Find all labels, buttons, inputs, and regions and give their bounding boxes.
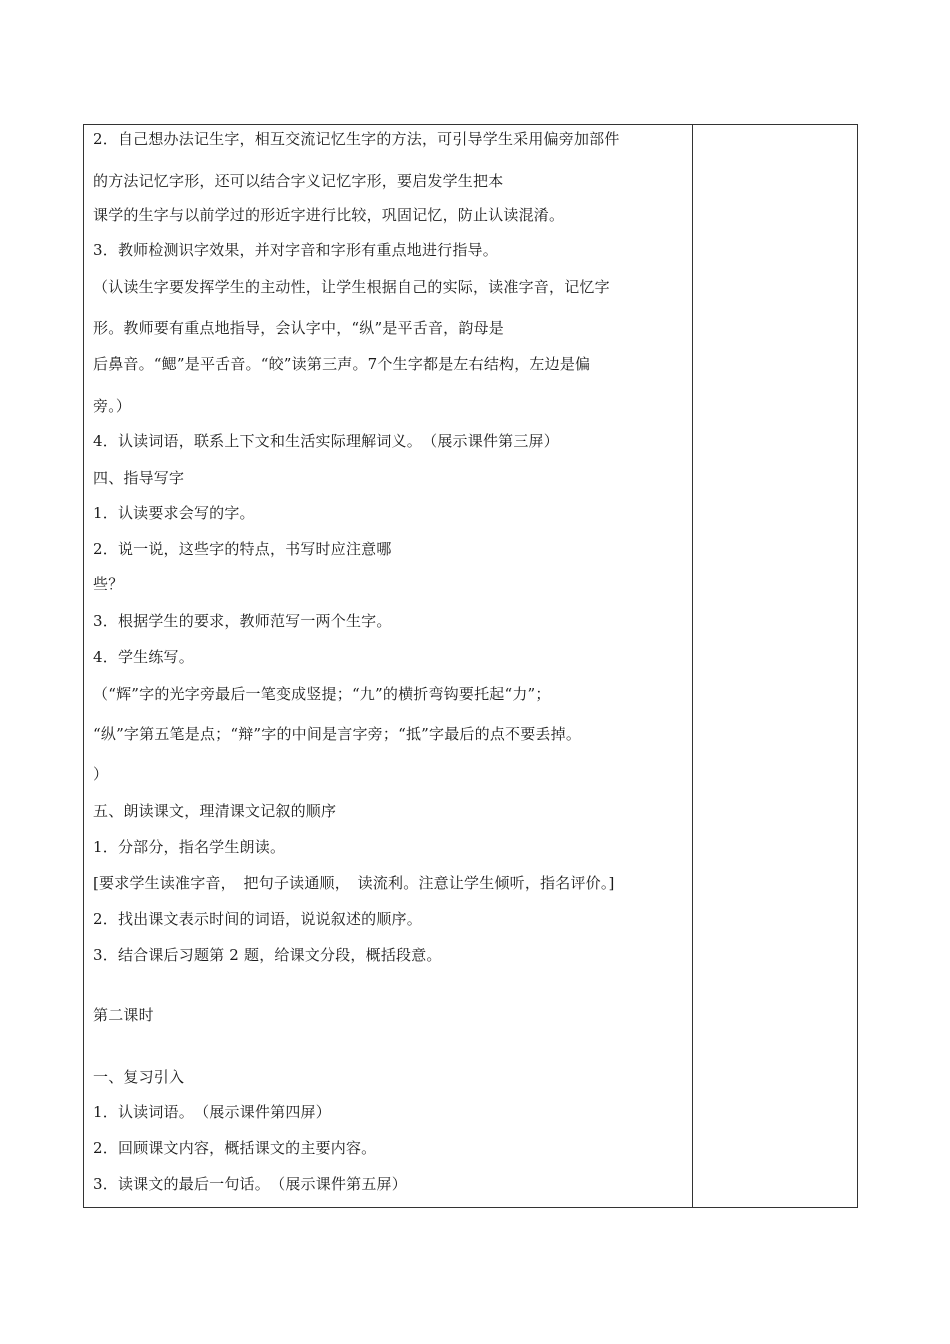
text-line: [要求学生读准字音， 把句子读通顺， 读流利。注意让学生倾听，指名评价。] xyxy=(93,874,615,892)
text-line: （“辉”字的光字旁最后一笔变成竖提；“九”的横折弯钩要托起“力”； xyxy=(93,685,551,703)
text-line: 2．说一说，这些字的特点，书写时应注意哪 xyxy=(93,540,392,558)
text-line: 形。教师要有重点地指导，会认字中，“纵”是平舌音，韵母是 xyxy=(93,319,504,337)
text-line: 3．根据学生的要求，教师范写一两个生字。 xyxy=(93,612,392,630)
text-line: 2．找出课文表示时间的词语，说说叙述的顺序。 xyxy=(93,910,422,928)
text-line: “纵”字第五笔是点；“辩”字的中间是言字旁；“抵”字最后的点不要丢掉。 xyxy=(93,725,582,743)
lesson-period-title: 第二课时 xyxy=(93,1006,154,1024)
section-heading: 一、复习引入 xyxy=(93,1068,185,1086)
text-line: 3．读课文的最后一句话。 （展示课件第五屏） xyxy=(93,1175,407,1193)
text-line: 后鼻音。“鳃”是平舌音。“皎”读第三声。7个生字都是左右结构，左边是偏 xyxy=(93,355,591,373)
text-line: 课学的生字与以前学过的形近字进行比较，巩固记忆，防止认读混淆。 xyxy=(93,206,565,224)
lesson-plan-table xyxy=(83,124,858,1208)
text-line: 3．结合课后习题第 2 题，给课文分段，概括段意。 xyxy=(93,946,442,964)
text-line: 4．学生练写。 xyxy=(93,648,194,666)
text-line: 1．认读词语。 （展示课件第四屏） xyxy=(93,1103,331,1121)
text-line: 3．教师检测识字效果，并对字音和字形有重点地进行指导。 xyxy=(93,241,498,259)
column-divider xyxy=(692,125,693,1207)
section-heading: 四、指导写字 xyxy=(93,469,185,487)
text-line: 4．认读词语，联系上下文和生活实际理解词义。 （展示课件第三屏） xyxy=(93,432,559,450)
text-line: ） xyxy=(93,765,109,783)
text-line: 1．分部分，指名学生朗读。 xyxy=(93,838,286,856)
text-line: 些？ xyxy=(93,575,124,593)
section-heading: 五、朗读课文，理清课文记叙的顺序 xyxy=(93,802,337,820)
text-line: 旁。） xyxy=(93,397,132,415)
text-line: 2．自己想办法记生字，相互交流记忆生字的方法，可引导学生采用偏旁加部件 xyxy=(93,130,620,148)
text-line: 1．认读要求会写的字。 xyxy=(93,504,255,522)
text-line: 的方法记忆字形，还可以结合字义记忆字形，要启发学生把本 xyxy=(93,172,504,190)
text-line: （认读生字要发挥学生的主动性，让学生根据自己的实际，读准字音，记忆字 xyxy=(93,278,610,296)
text-line: 2．回顾课文内容，概括课文的主要内容。 xyxy=(93,1139,377,1157)
